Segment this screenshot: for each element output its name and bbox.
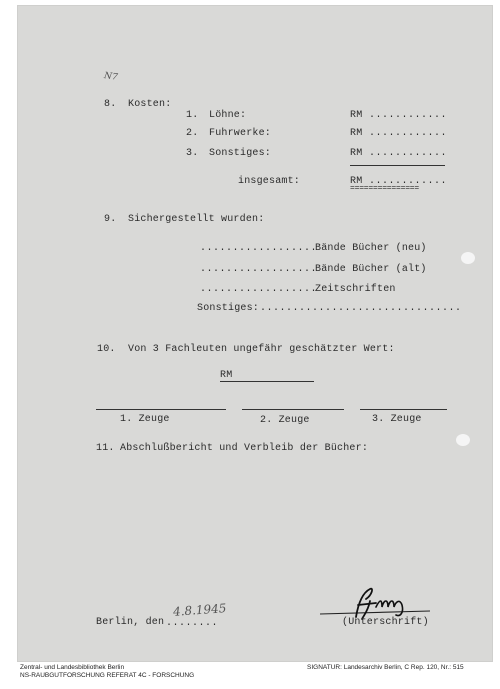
section11-number: 11. (96, 443, 115, 454)
section8-label: Kosten: (128, 99, 172, 110)
value-line (220, 381, 314, 382)
cost-item-2-currency: RM (350, 128, 363, 139)
cost-item-1-label: Löhne: (209, 110, 247, 121)
witness-2-line (242, 409, 344, 410)
page-mark: N7 (103, 71, 119, 83)
handwritten-date: 4.8.1945 (172, 601, 227, 619)
section10-label: Von 3 Fachleuten ungefähr geschätzter Wert: (128, 344, 395, 355)
secured-row-3-dots: .................. (200, 284, 318, 295)
secured-row-3-label: Zeitschriften (315, 284, 396, 295)
secured-other-dots: ............................... (260, 303, 462, 314)
place-label: Berlin, den (96, 617, 165, 628)
witness-2-label: 2. Zeuge (260, 415, 310, 426)
secured-other-label: Sonstiges: (197, 303, 260, 314)
witness-3-label: 3. Zeuge (372, 414, 422, 425)
section8-number: 8. (104, 99, 117, 110)
total-label: insgesamt: (238, 176, 301, 187)
section10-number: 10. (97, 344, 116, 355)
cost-item-3-label: Sonstiges: (209, 148, 272, 159)
signature (318, 585, 438, 621)
total-currency: RM (350, 176, 363, 187)
footer-institution: Zentral- und Landesbibliothek Berlin (20, 664, 125, 671)
total-rule (350, 165, 445, 166)
section9-number: 9. (104, 214, 117, 225)
value-currency: RM (220, 370, 233, 381)
witness-1-line (96, 409, 226, 410)
section11-label: Abschlußbericht und Verbleib der Bücher: (120, 443, 369, 454)
cost-item-3-dots: ............ (369, 148, 448, 159)
cost-item-1-dots: ............ (369, 110, 448, 121)
total-dots: ............ (369, 176, 448, 187)
cost-item-2-dots: ............ (369, 128, 448, 139)
secured-row-2-dots: .................. (200, 264, 318, 275)
section9-label: Sichergestellt wurden: (128, 214, 265, 225)
total-double-rule: =============== (350, 184, 420, 193)
cost-item-2-label: Fuhrwerke: (209, 128, 272, 139)
punch-hole-top (461, 252, 475, 264)
secured-row-1-dots: .................. (200, 243, 318, 254)
cost-item-3-currency: RM (350, 148, 363, 159)
cost-item-3-number: 3. (186, 148, 199, 159)
secured-row-2-label: Bände Bücher (alt) (315, 264, 427, 275)
footer-signature: SIGNATUR: Landesarchiv Berlin, C Rep. 120, Nr.: 515 (307, 664, 464, 671)
witness-3-line (360, 409, 447, 410)
signature-caption: (Unterschrift) (342, 617, 429, 628)
secured-row-1-label: Bände Bücher (neu) (315, 243, 427, 254)
date-dots: ........ (166, 618, 219, 629)
cost-item-1-number: 1. (186, 110, 199, 121)
witness-1-label: 1. Zeuge (120, 414, 170, 425)
cost-item-2-number: 2. (186, 128, 199, 139)
cost-item-1-currency: RM (350, 110, 363, 121)
punch-hole-bottom (456, 434, 470, 446)
document-page (18, 6, 492, 661)
footer-department: NS-RAUBGUTFORSCHUNG REFERAT 4C - FORSCHUNG (20, 672, 195, 679)
